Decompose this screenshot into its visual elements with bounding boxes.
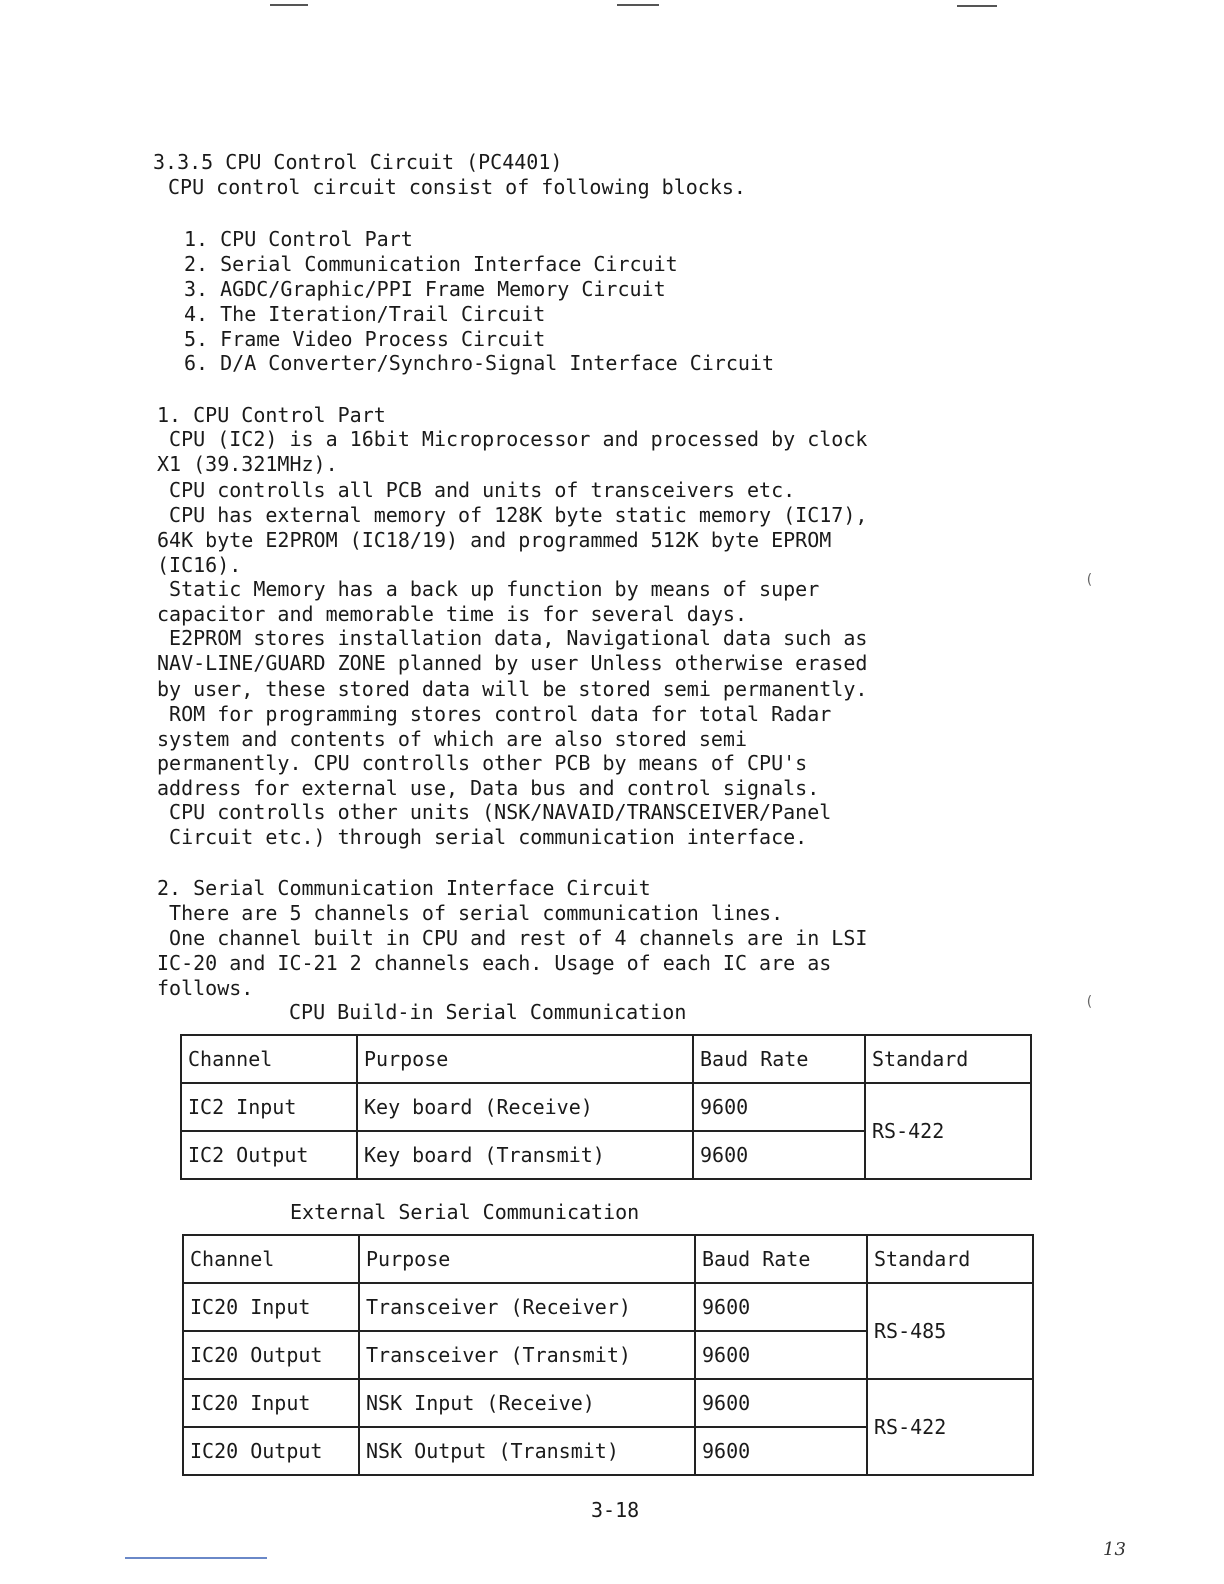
block-list-item: 3. AGDC/Graphic/PPI Frame Memory Circuit: [184, 277, 666, 301]
header-cell: Standard: [867, 1235, 1033, 1283]
paragraph-line: There are 5 channels of serial communication lines.: [157, 901, 784, 925]
channel-cell: IC20 Output: [183, 1331, 359, 1379]
paragraph-line: IC-20 and IC-21 2 channels each. Usage of each IC are as: [157, 951, 832, 975]
header-cell: Purpose: [357, 1035, 693, 1083]
paragraph-line: address for external use, Data bus and control signals.: [157, 776, 820, 800]
block-list-item: 6. D/A Converter/Synchro-Signal Interface Circuit: [184, 351, 775, 375]
baud-cell: 9600: [695, 1331, 867, 1379]
table-row: [183, 1283, 1033, 1331]
channel-cell: IC2 Output: [181, 1131, 357, 1179]
scan-mark-left: [270, 4, 308, 6]
paragraph-line: (IC16).: [157, 553, 242, 577]
channel-cell: IC20 Input: [183, 1379, 359, 1427]
paragraph-line: CPU controlls other units (NSK/NAVAID/TRANSCEIVER/Panel: [157, 800, 832, 824]
paragraph-line: CPU controlls all PCB and units of transceivers etc.: [157, 478, 796, 502]
paragraph-line: CPU (IC2) is a 16bit Microprocessor and processed by clock: [157, 427, 868, 451]
channel-cell: IC20 Output: [183, 1427, 359, 1475]
purpose-cell: Key board (Transmit): [357, 1131, 693, 1179]
margin-speck: (: [1085, 994, 1094, 1010]
header-cell: Purpose: [359, 1235, 695, 1283]
margin-speck: (: [1085, 572, 1094, 588]
scan-mark-right: [957, 5, 997, 7]
header-cell: Channel: [183, 1235, 359, 1283]
purpose-cell: NSK Output (Transmit): [359, 1427, 695, 1475]
paragraph-line: One channel built in CPU and rest of 4 channels are in LSI: [157, 926, 868, 950]
table-header-row: [181, 1035, 1031, 1083]
external-serial-table: [182, 1234, 1034, 1476]
paragraph-line: Circuit etc.) through serial communication interface.: [157, 825, 808, 849]
paragraph-line: X1 (39.321MHz).: [157, 452, 338, 476]
paragraph-line: 64K byte E2PROM (IC18/19) and programmed 512K byte EPROM: [157, 528, 832, 552]
blue-rule-line: [125, 1557, 267, 1559]
table2-caption: External Serial Communication: [290, 1200, 640, 1224]
block-list-item: 1. CPU Control Part: [184, 227, 413, 251]
purpose-cell: Transceiver (Receiver): [359, 1283, 695, 1331]
paragraph-line: Static Memory has a back up function by means of super: [157, 577, 820, 601]
corner-handwritten-mark: 13: [1103, 1539, 1126, 1560]
header-cell: Channel: [181, 1035, 357, 1083]
purpose-cell: Key board (Receive): [357, 1083, 693, 1131]
header-cell: Baud Rate: [693, 1035, 865, 1083]
table1-caption: CPU Build-in Serial Communication: [289, 1000, 687, 1024]
table-header-row: [183, 1235, 1033, 1283]
paragraph-line: capacitor and memorable time is for several days.: [157, 602, 748, 626]
purpose-cell: Transceiver (Transmit): [359, 1331, 695, 1379]
page-number: 3-18: [591, 1498, 640, 1522]
baud-cell: 9600: [693, 1083, 865, 1131]
baud-cell: 9600: [695, 1283, 867, 1331]
section-heading: 3.3.5 CPU Control Circuit (PC4401): [153, 150, 563, 174]
paragraph-line: permanently. CPU controlls other PCB by means of CPU's: [157, 751, 808, 775]
block-list-item: 5. Frame Video Process Circuit: [184, 327, 546, 351]
table-row: [181, 1083, 1031, 1131]
channel-cell: IC2 Input: [181, 1083, 357, 1131]
paragraph-line: by user, these stored data will be stored semi permanently.: [157, 677, 868, 701]
channel-cell: IC20 Input: [183, 1283, 359, 1331]
paragraph-line: follows.: [157, 976, 254, 1000]
table-row: [183, 1379, 1033, 1427]
scan-mark-center: [617, 4, 659, 6]
standard-cell: RS-485: [867, 1283, 1033, 1379]
block-list-item: 4. The Iteration/Trail Circuit: [184, 302, 546, 326]
purpose-cell: NSK Input (Receive): [359, 1379, 695, 1427]
intro-text: CPU control circuit consist of following blocks.: [168, 175, 746, 199]
cpu-serial-table: [180, 1034, 1032, 1180]
baud-cell: 9600: [695, 1379, 867, 1427]
paragraph-line: CPU has external memory of 128K byte static memory (IC17),: [157, 503, 868, 527]
standard-cell: RS-422: [865, 1083, 1031, 1179]
section2-title: 2. Serial Communication Interface Circuit: [157, 876, 651, 900]
baud-cell: 9600: [693, 1131, 865, 1179]
paragraph-line: ROM for programming stores control data for total Radar: [157, 702, 832, 726]
baud-cell: 9600: [695, 1427, 867, 1475]
section1-title: 1. CPU Control Part: [157, 403, 386, 427]
paragraph-line: system and contents of which are also stored semi: [157, 727, 748, 751]
standard-cell: RS-422: [867, 1379, 1033, 1475]
paragraph-line: NAV-LINE/GUARD ZONE planned by user Unless otherwise erased: [157, 651, 868, 675]
header-cell: Baud Rate: [695, 1235, 867, 1283]
paragraph-line: E2PROM stores installation data, Navigational data such as: [157, 626, 868, 650]
block-list-item: 2. Serial Communication Interface Circuit: [184, 252, 678, 276]
header-cell: Standard: [865, 1035, 1031, 1083]
